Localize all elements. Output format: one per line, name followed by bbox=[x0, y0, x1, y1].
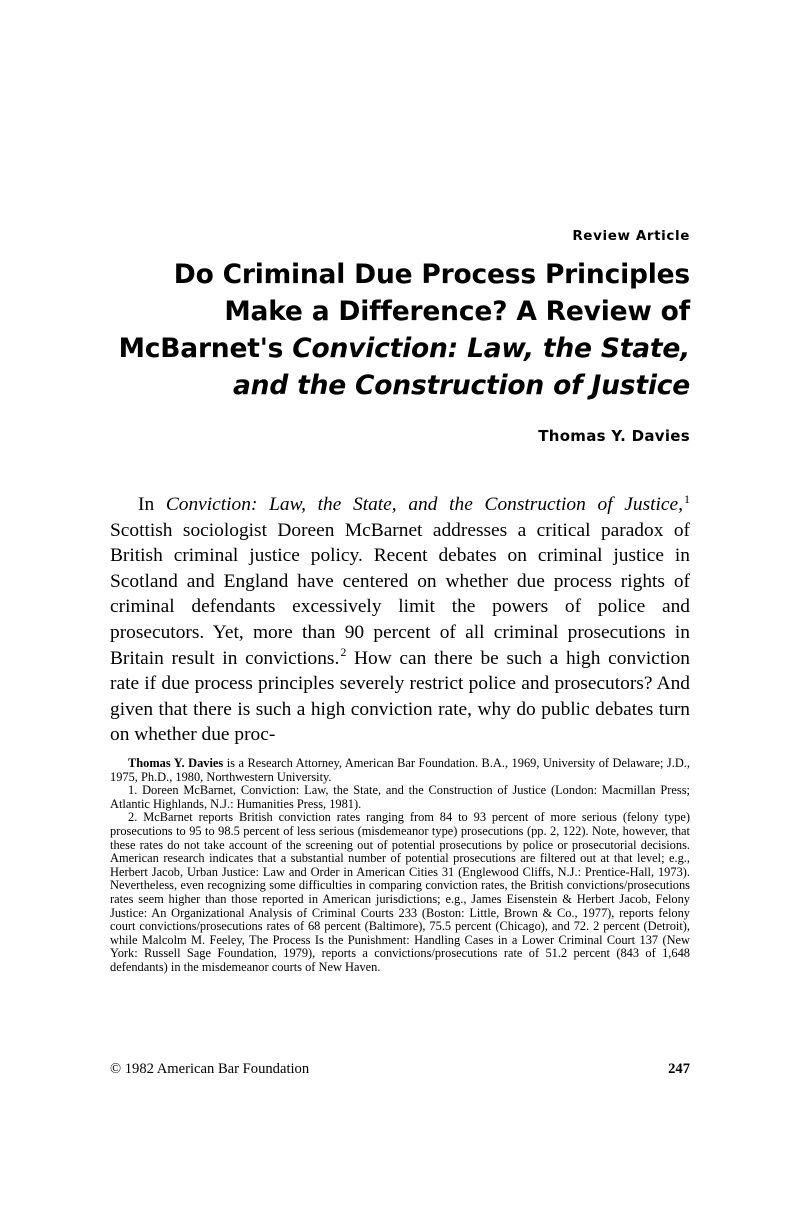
article-kicker: Review Article bbox=[572, 228, 690, 244]
copyright-notice: © 1982 American Bar Foundation bbox=[110, 1061, 310, 1077]
footnote-ref-2[interactable]: 2 bbox=[340, 645, 347, 660]
body-text-middle: Scottish sociologist Doreen McBarnet addresses a critical paradox of British criminal justice policy. Recent debates on criminal justice in Scotland and England have centered on whether due process rights of criminal defendants excessively limit the powers of police and prosecutors. Yet, more than 90 percent of all criminal prosecutions in Britain result in convictions. bbox=[110, 519, 690, 669]
body-lead-in: In bbox=[138, 494, 166, 515]
footnote-author-name: Thomas Y. Davies bbox=[128, 756, 224, 770]
author-byline: Thomas Y. Davies bbox=[538, 427, 690, 445]
title-block bbox=[110, 228, 690, 446]
footnote-2-number: 2. bbox=[128, 810, 138, 825]
footnote-2 bbox=[110, 811, 690, 974]
title-line-2: Make a Difference? A Review of bbox=[224, 296, 690, 327]
page-title bbox=[110, 256, 690, 404]
title-line-3 bbox=[110, 330, 690, 367]
footnote-2-text: McBarnet reports British conviction rates ranging from 84 to 93 percent of more serious (felony type) prosecutions to 95 to 98.5 percent of less serious (misdemeanor type) prosecutions (pp. 2, 122). Note, however, that these rates do not take account of the screening out of potential prosecutions by police or prosecutorial decisions. American research indicates that a substantial number of potential prosecutions are filtered out at that level; e.g., Herbert Jacob, Urban Justice: Law and Order in American Cities 31 (Englewood Cliffs, N.J.: Prentice-Hall, 1973). Nevertheless, even recognizing some difficulties in comparing conviction rates, the British convictions/prosecutions rates seem higher than those reported in American jurisdictions; e.g., James Eisenstein & Herbert Jacob, Felony Justice: An Organizational Analysis of Criminal Courts 233 (Boston: Little, Brown & Co., 1977), reports felony court convictions/prosecutions rates of 68 percent (Baltimore), 75.5 percent (Chicago), and 72. 2 percent (Detroit), while Malcolm M. Feeley, The Process Is the Punishment: Handling Cases in a Lower Criminal Court 137 (New York: Russell Sage Foundation, 1979), reports a convictions/prosecutions rate of 51.2 percent (843 of 1,648 defendants) in the misdemeanor courts of New Haven. bbox=[110, 810, 690, 974]
body-text-block bbox=[110, 492, 690, 748]
footnote-author-note bbox=[110, 757, 690, 784]
footnote-1-number: 1. bbox=[128, 783, 138, 798]
footnote-author-text: is a Research Attorney, American Bar Foundation. B.A., 1969, University of Delaware; J.D., 1975, Ph.D., 1980, Northwestern University. bbox=[110, 756, 690, 784]
body-italic-book-title: Conviction: Law, the State, and the Construction of Justice, bbox=[165, 494, 683, 515]
page-number: 247 bbox=[668, 1061, 690, 1077]
title-line-3-prefix: McBarnet's bbox=[118, 333, 293, 364]
page-footer bbox=[110, 1060, 690, 1079]
footnote-ref-1[interactable]: 1 bbox=[683, 491, 690, 506]
footnote-1 bbox=[110, 784, 690, 811]
footnotes-block bbox=[110, 757, 690, 975]
footnote-1-text: Doreen McBarnet, Conviction: Law, the State, and the Construction of Justice (London: Macmillan Press; Atlantic Highlands, N.J.: Humanities Press, 1981). bbox=[110, 783, 690, 811]
title-line-1: Do Criminal Due Process Principles bbox=[173, 259, 690, 290]
title-line-3-italic: Conviction: Law, the State, bbox=[292, 333, 690, 364]
title-line-4: and the Construction of Justice bbox=[232, 370, 690, 401]
body-paragraph-1 bbox=[110, 492, 690, 748]
body-text-tail: How can there be such a high conviction rate if due process principles severely restrict police and prosecutors? And given that there is such a high conviction rate, why do public debates turn on whether due proc- bbox=[110, 647, 690, 746]
